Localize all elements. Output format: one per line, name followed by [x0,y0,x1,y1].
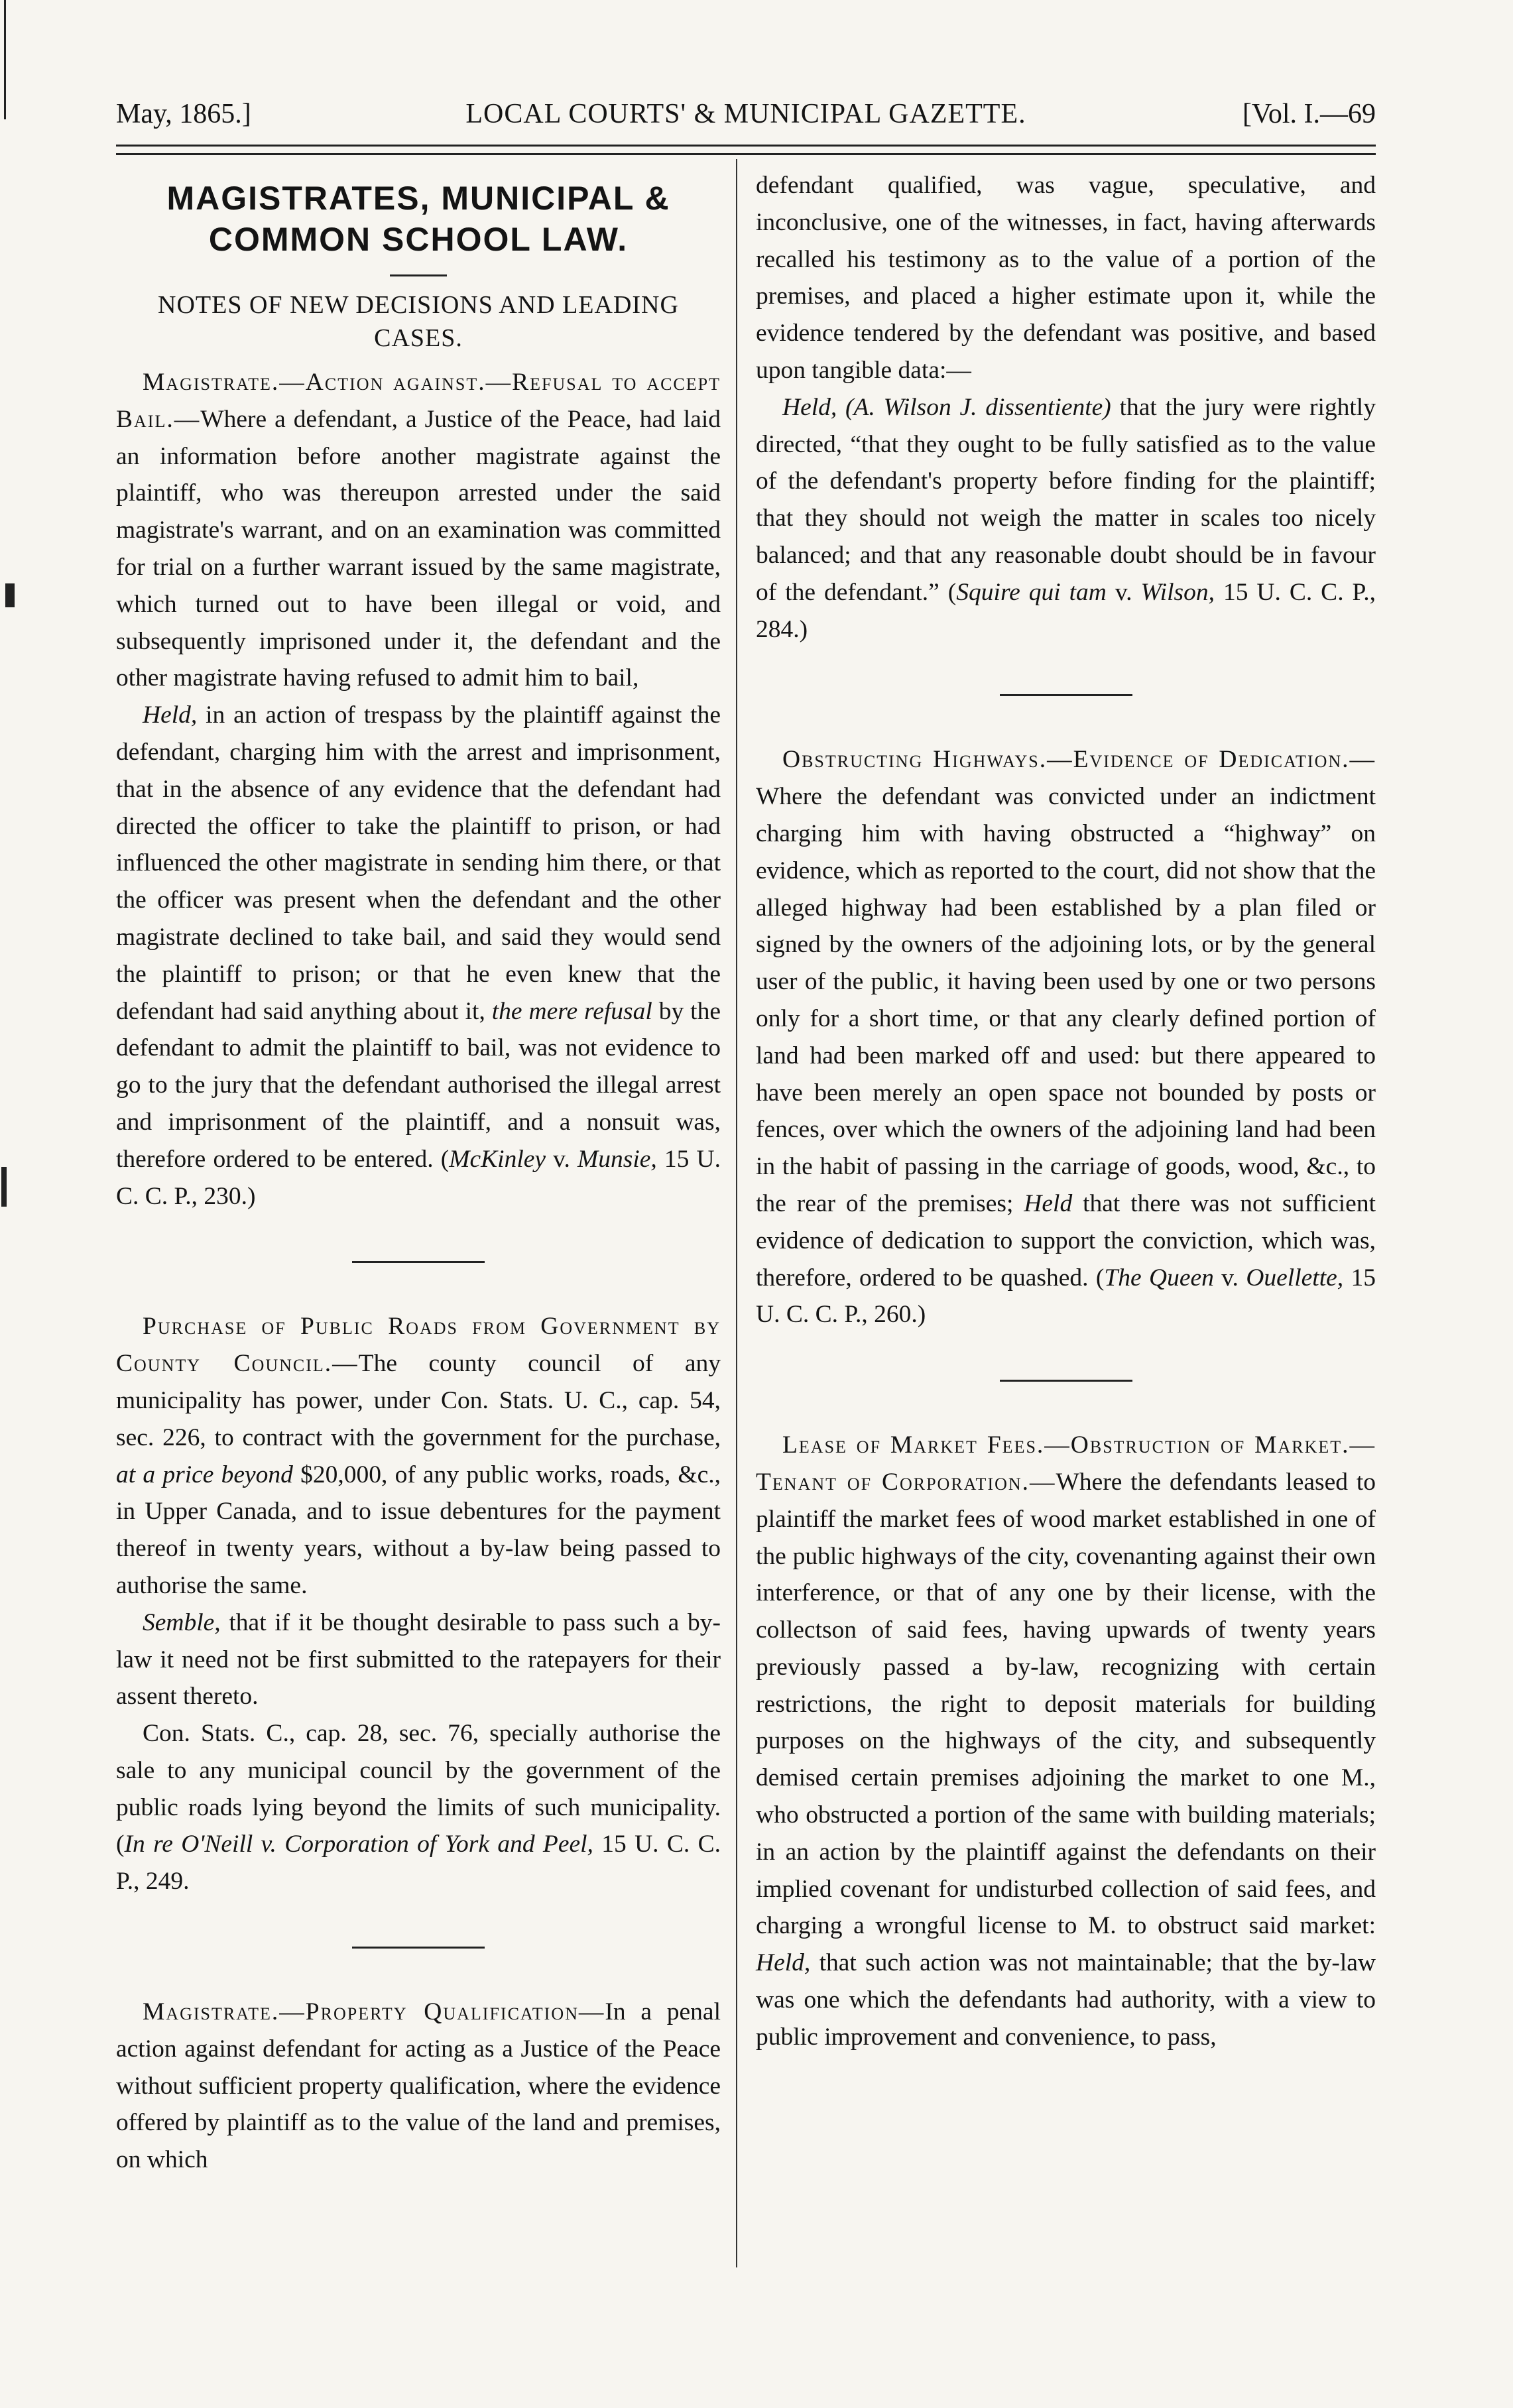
continued-paragraph: defendant qualified, was vague, speculative, and inconclusive, one of the witnesses, in fact, having afterwards recalled his testimony as to the value of a portion of the premises, and placed a higher estimate upon it, while the evidence tendered by the defendant was positive, and based upon tangible data:— [756,172,1376,384]
held-label: Held, [143,701,198,729]
article-heading: Obstructing Highways.—Evidence of Dedication.— [782,746,1376,774]
held-label: Held, (A. Wilson J. dissentiente) [782,393,1111,421]
case-citation: In re O'Neill v. Corporation of York and Peel, [124,1831,593,1858]
case-citation: McKinley [449,1145,546,1173]
held-label: Held [1024,1189,1073,1217]
section-title: MAGISTRATES, MUNICIPAL & COMMON SCHOOL LAW. [166,180,670,258]
paragraph-text: Where a defendant, a Justice of the Peace, had laid an information before another magistrate against the plaintiff, who was thereupon arrested under the said magistrate's warrant, and on an examination was committed for trial on a further warrant issued by the same magistrate, which turned out to have been illegal or void, and subsequently imprisoned under it, the defendant and the other magistrate having refused to admit him to bail, [116,405,721,692]
held-label: Held, [756,1949,811,1977]
holding-paragraph: Held, in an action of trespass by the plaintiff against the defendant, charging him with the arrest and imprisonment, that in the absence of any evidence that the defendant had directed the officer to take the plaintiff to prison, or had influenced the other magistrate in sending him there, or that the officer was present when the defendant and the other magistrate declined to take bail, and said they would send the plaintiff to prison; or that he even knew that the defendant had said anything about it, the mere refusal by the defendant to admit the plaintiff to bail, was not evidence to go to the jury that the defendant authorised the illegal arrest and imprisonment of the plaintiff, and a nonsuit was, therefore ordered to be entered. (McKinley v. Munsie, 15 U. C. C. P., 230.) [116,701,721,1210]
case-citation: Squire qui tam [956,578,1107,606]
article-separator [352,1947,485,1949]
case-citation: Ouellette, [1246,1264,1344,1292]
margin-mark [5,583,15,607]
case-citation: The Queen [1104,1264,1214,1292]
article-public-roads: Purchase of Public Roads from Government by County Council.—The county council of any municipality has power, under Con. Stats. U. C., cap. 54, sec. 226, to contract with the government for the purchase, at a price beyond $20,000, of any public works, roads, &c., in Upper Canada, and to issue debentures for the payment thereof in twenty years, without a by-law being passed to authorise the same. [116,1313,721,1599]
article-bail [116,364,721,697]
volume-page: [Vol. I.—69 [1242,99,1376,129]
margin-mark [4,0,6,119]
semble-paragraph: Semble, that if it be thought desirable to pass such a by-law it need not be first submitted to the ratepayers for their assent thereto. [116,1608,721,1711]
right-column [756,167,1376,2056]
title-rule [390,274,447,276]
issue-date: May, 1865.] [116,99,251,129]
case-citation: Munsie, [577,1145,657,1173]
article-heading: Lease of Market Fees.—Obstruction of Market.—Tenant of Corporation.— [756,1431,1376,1496]
semble-label: Semble, [143,1608,221,1636]
article-market-fees: Lease of Market Fees.—Obstruction of Market.—Tenant of Corporation.—Where the defendants leased to plaintiff the market fees of wood market established in one of the public highways of the city, covenanting against their own interference, or that of any one by their license, with the collectson of said fees, having upwards of twenty years previously passed a by-law, recognizing with certain restrictions, the right to deposit materials for building purposes on the highways of the city, and subsequently demised certain premises adjoining the market to one M., who obstructed a portion of the same with building materials; in an action by the plaintiff against the defendants on their implied covenant for undisturbed collection of said fees, and charging a wrongful license to M. to obstruct said market: Held, that such action was not maintainable; that the by-law was one which the defendants had authority, with a view to public improvement and convenience, to pass, [756,1431,1376,2051]
statute-paragraph: Con. Stats. C., cap. 28, sec. 76, specially authorise the sale to any municipal council by the government of the public roads lying beyond the limits of such municipality. (In re O'Neill v. Corporation of York and Peel, 15 U. C. C. P., 249. [116,1720,721,1896]
column-divider [736,159,737,2267]
emphasis-text: at a price beyond [116,1461,293,1488]
article-obstructing-highways: Obstructing Highways.—Evidence of Dedication.—Where the defendant was convicted under an indictment charging him with having obstructed a “highway” on evidence, which as reported to the court, did not show that the alleged highway had been established by a plan filed or signed by the owners of the adjoining lots, or by the general user of the public, it having been used by one or two persons only for a short time, or that any clearly defined portion of land had been marked off and used: but there appeared to have been merely an open space not bounded by posts or fences, over which the owners of the adjoining land had been in the habit of passing in the carriage of goods, wood, &c., to the rear of the premises; Held that there was not sufficient evidence of dedication to support the conviction, which was, therefore, ordered to be quashed. (The Queen v. Ouellette, 15 U. C. C. P., 260.) [756,746,1376,1329]
header-rule [116,145,1376,155]
article-separator [352,1261,485,1263]
gazette-title: LOCAL COURTS' & MUNICIPAL GAZETTE. [465,99,1026,129]
left-column [116,166,721,2179]
article-heading: Magistrate.—Property Qualification— [143,1998,605,2026]
holding-paragraph: Held, (A. Wilson J. dissentiente) that the jury were rightly directed, “that they ought to be fully satisfied as to the value of the defendant's property before finding for the plaintiff; that they should not weigh the matter in scales too nicely balanced; and that any reasonable doubt should be in favour of the defendant.” (Squire qui tam v. Wilson, 15 U. C. C. P., 284.) [756,393,1376,643]
article-heading: Purchase of Public Roads from Government by County Council.— [116,1313,721,1378]
section-subtitle: NOTES OF NEW DECISIONS AND LEADING CASES. [158,291,679,352]
article-separator [1000,694,1132,696]
page-header [116,88,1376,141]
article-property-qualification: Magistrate.—Property Qualification—In a penal action against defendant for acting as a Justice of the Peace without sufficient property qualification, where the evidence offered by plaintiff as to the value of the land and premises, on which [116,1998,721,2174]
emphasis-text: the mere refusal [491,997,652,1025]
margin-mark [1,1167,7,1207]
case-citation: Wilson, [1140,578,1215,606]
article-separator [1000,1380,1132,1382]
article-heading: Magistrate.—Action against.—Refusal to accept Bail.— [116,369,721,433]
